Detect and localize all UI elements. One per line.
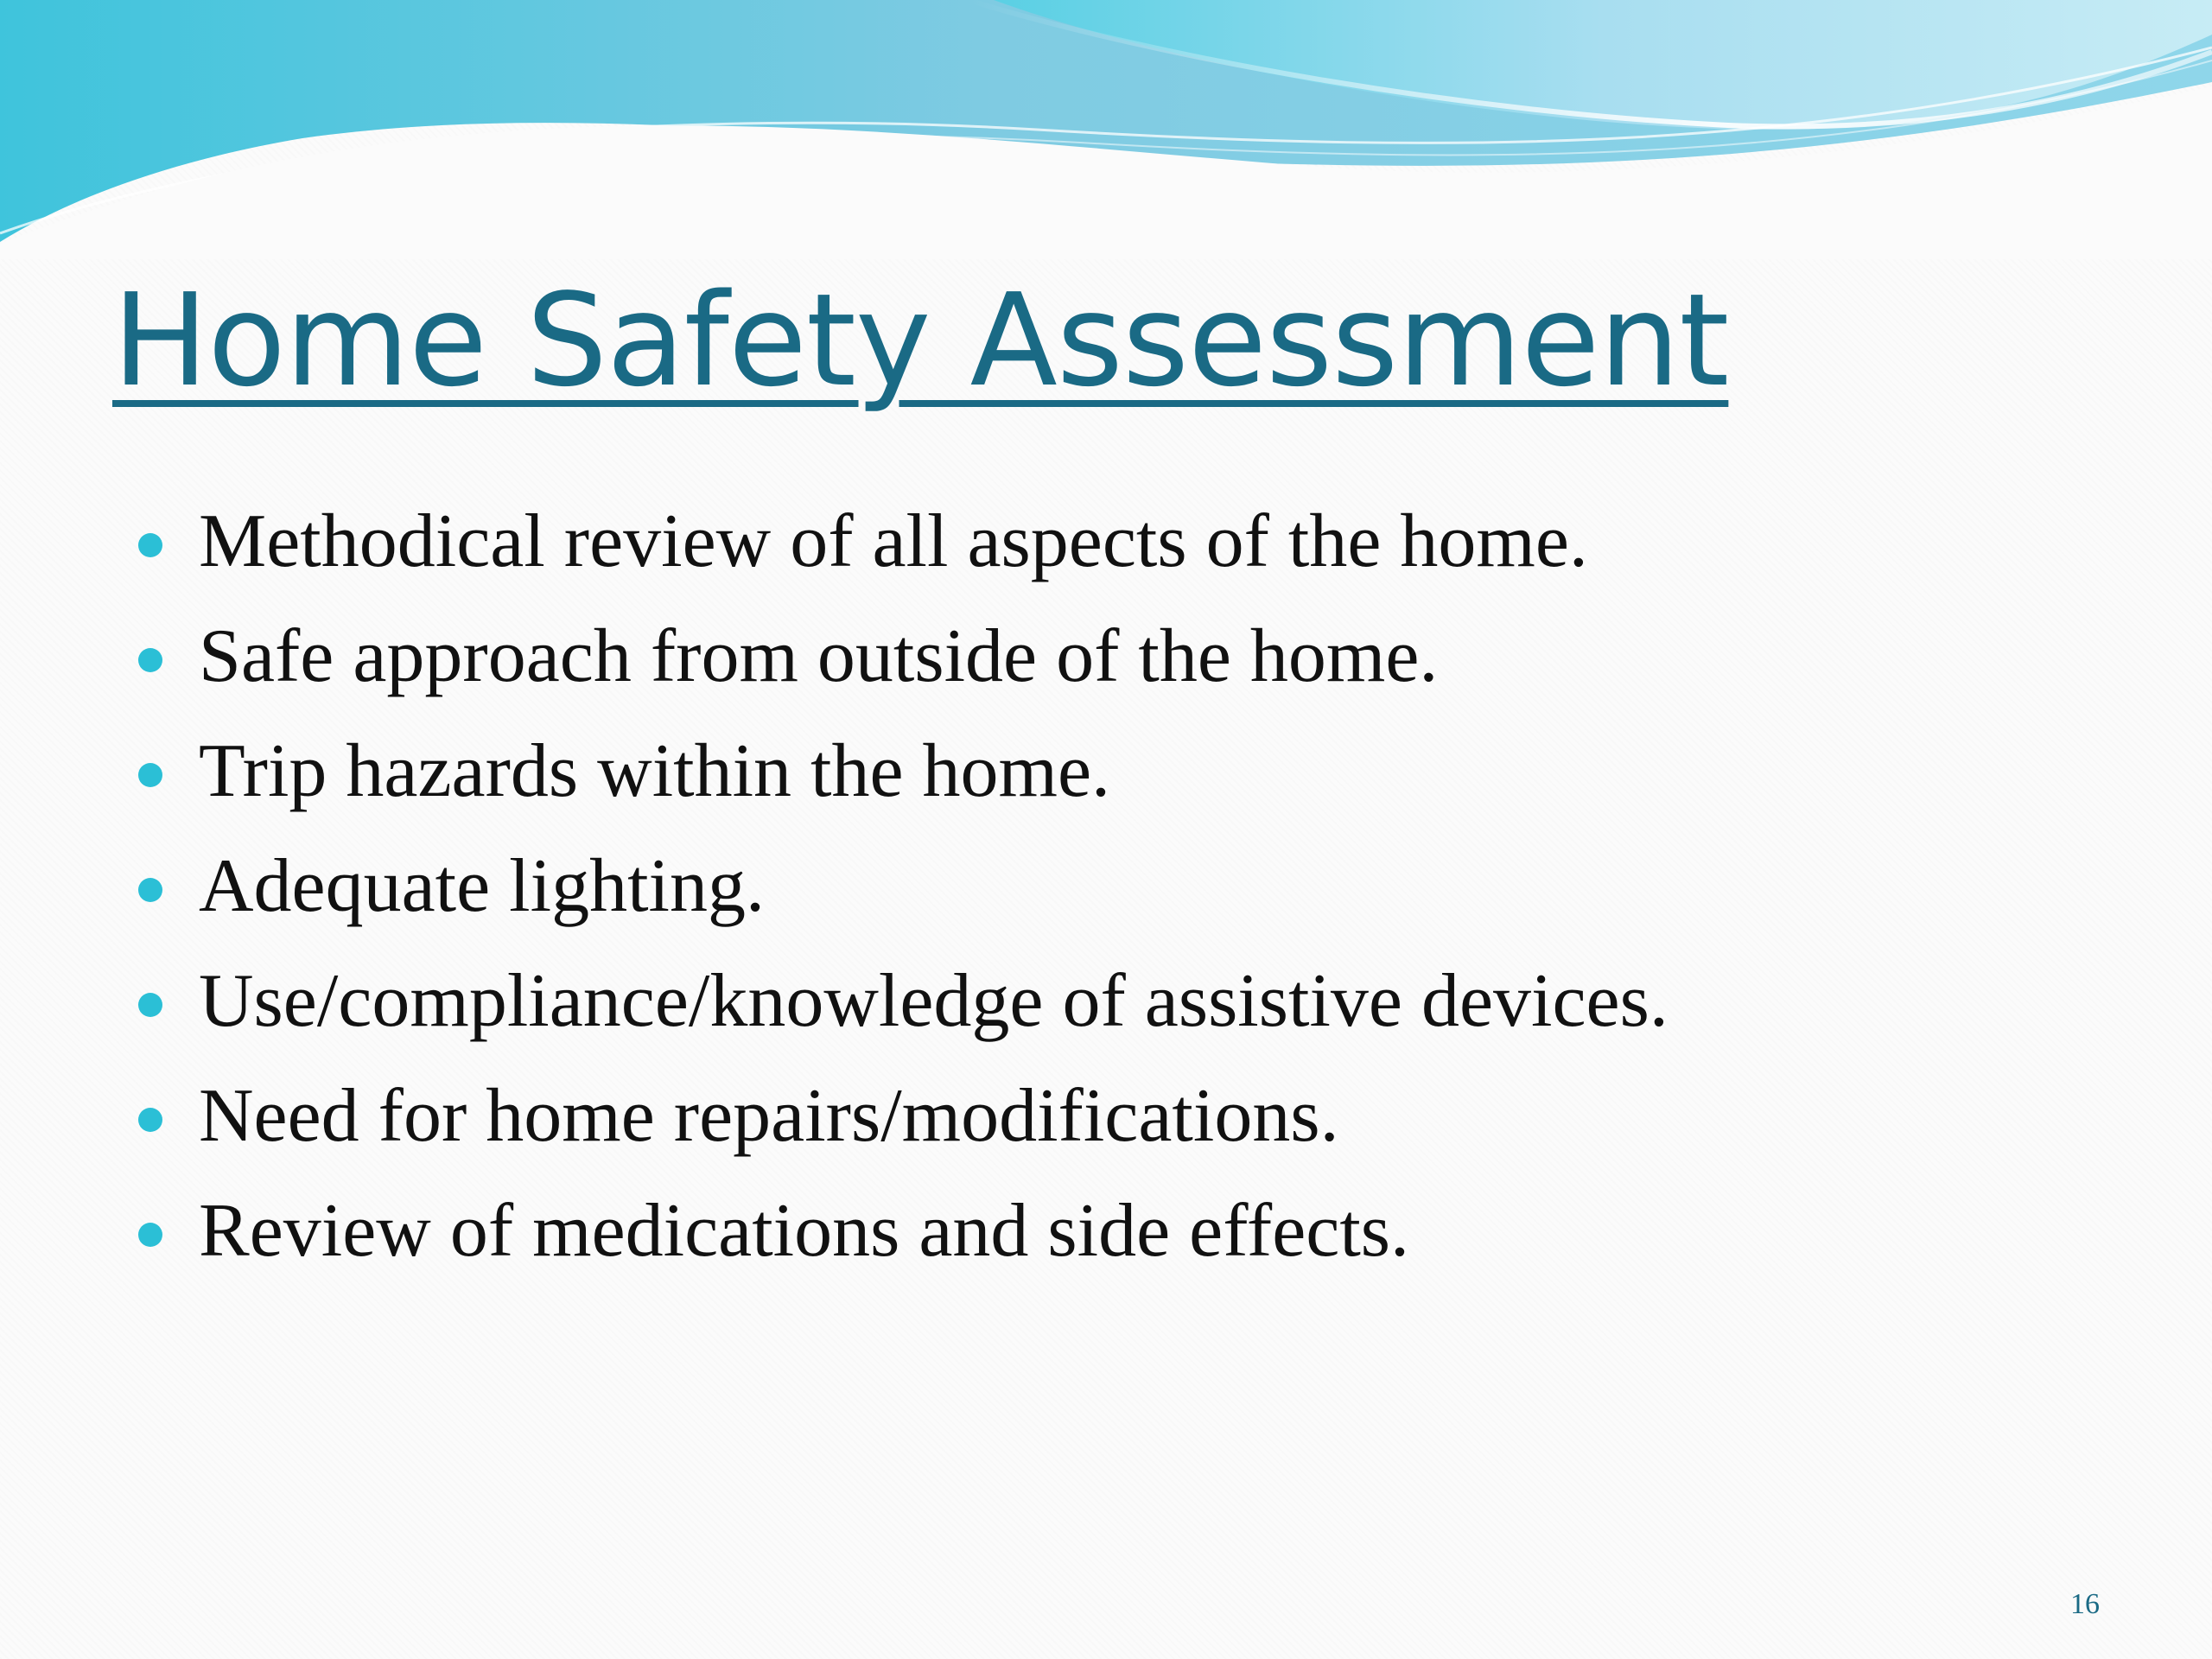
bullet-text: Trip hazards within the home.: [199, 728, 1111, 813]
bullet-text: Methodical review of all aspects of the home.: [199, 499, 1588, 583]
bullet-dot-icon: [138, 1108, 162, 1132]
page-number: 16: [2070, 1588, 2100, 1620]
bullet-dot-icon: [138, 993, 162, 1017]
bullet-dot-icon: [138, 763, 162, 787]
slide-title: Home Safety Assessment: [112, 266, 1729, 415]
bullet-item: [138, 944, 1669, 1058]
bullet-text: Safe approach from outside of the home.: [199, 613, 1439, 698]
bullet-text: Review of medications and side effects.: [199, 1188, 1410, 1273]
bullet-list: [138, 484, 1669, 1288]
bullet-text: Use/compliance/knowledge of assistive devices.: [199, 958, 1669, 1043]
bullet-dot-icon: [138, 533, 162, 557]
bullet-item: [138, 829, 1669, 944]
header-wave-decoration: [0, 0, 2212, 259]
bullet-text: Adequate lighting.: [199, 843, 765, 928]
bullet-item: [138, 484, 1669, 599]
bullet-text: Need for home repairs/modifications.: [199, 1073, 1339, 1158]
bullet-dot-icon: [138, 1223, 162, 1247]
bullet-dot-icon: [138, 878, 162, 902]
bullet-item: [138, 714, 1669, 829]
bullet-item: [138, 1058, 1669, 1173]
bullet-item: [138, 599, 1669, 714]
bullet-item: [138, 1173, 1669, 1288]
bullet-dot-icon: [138, 648, 162, 672]
